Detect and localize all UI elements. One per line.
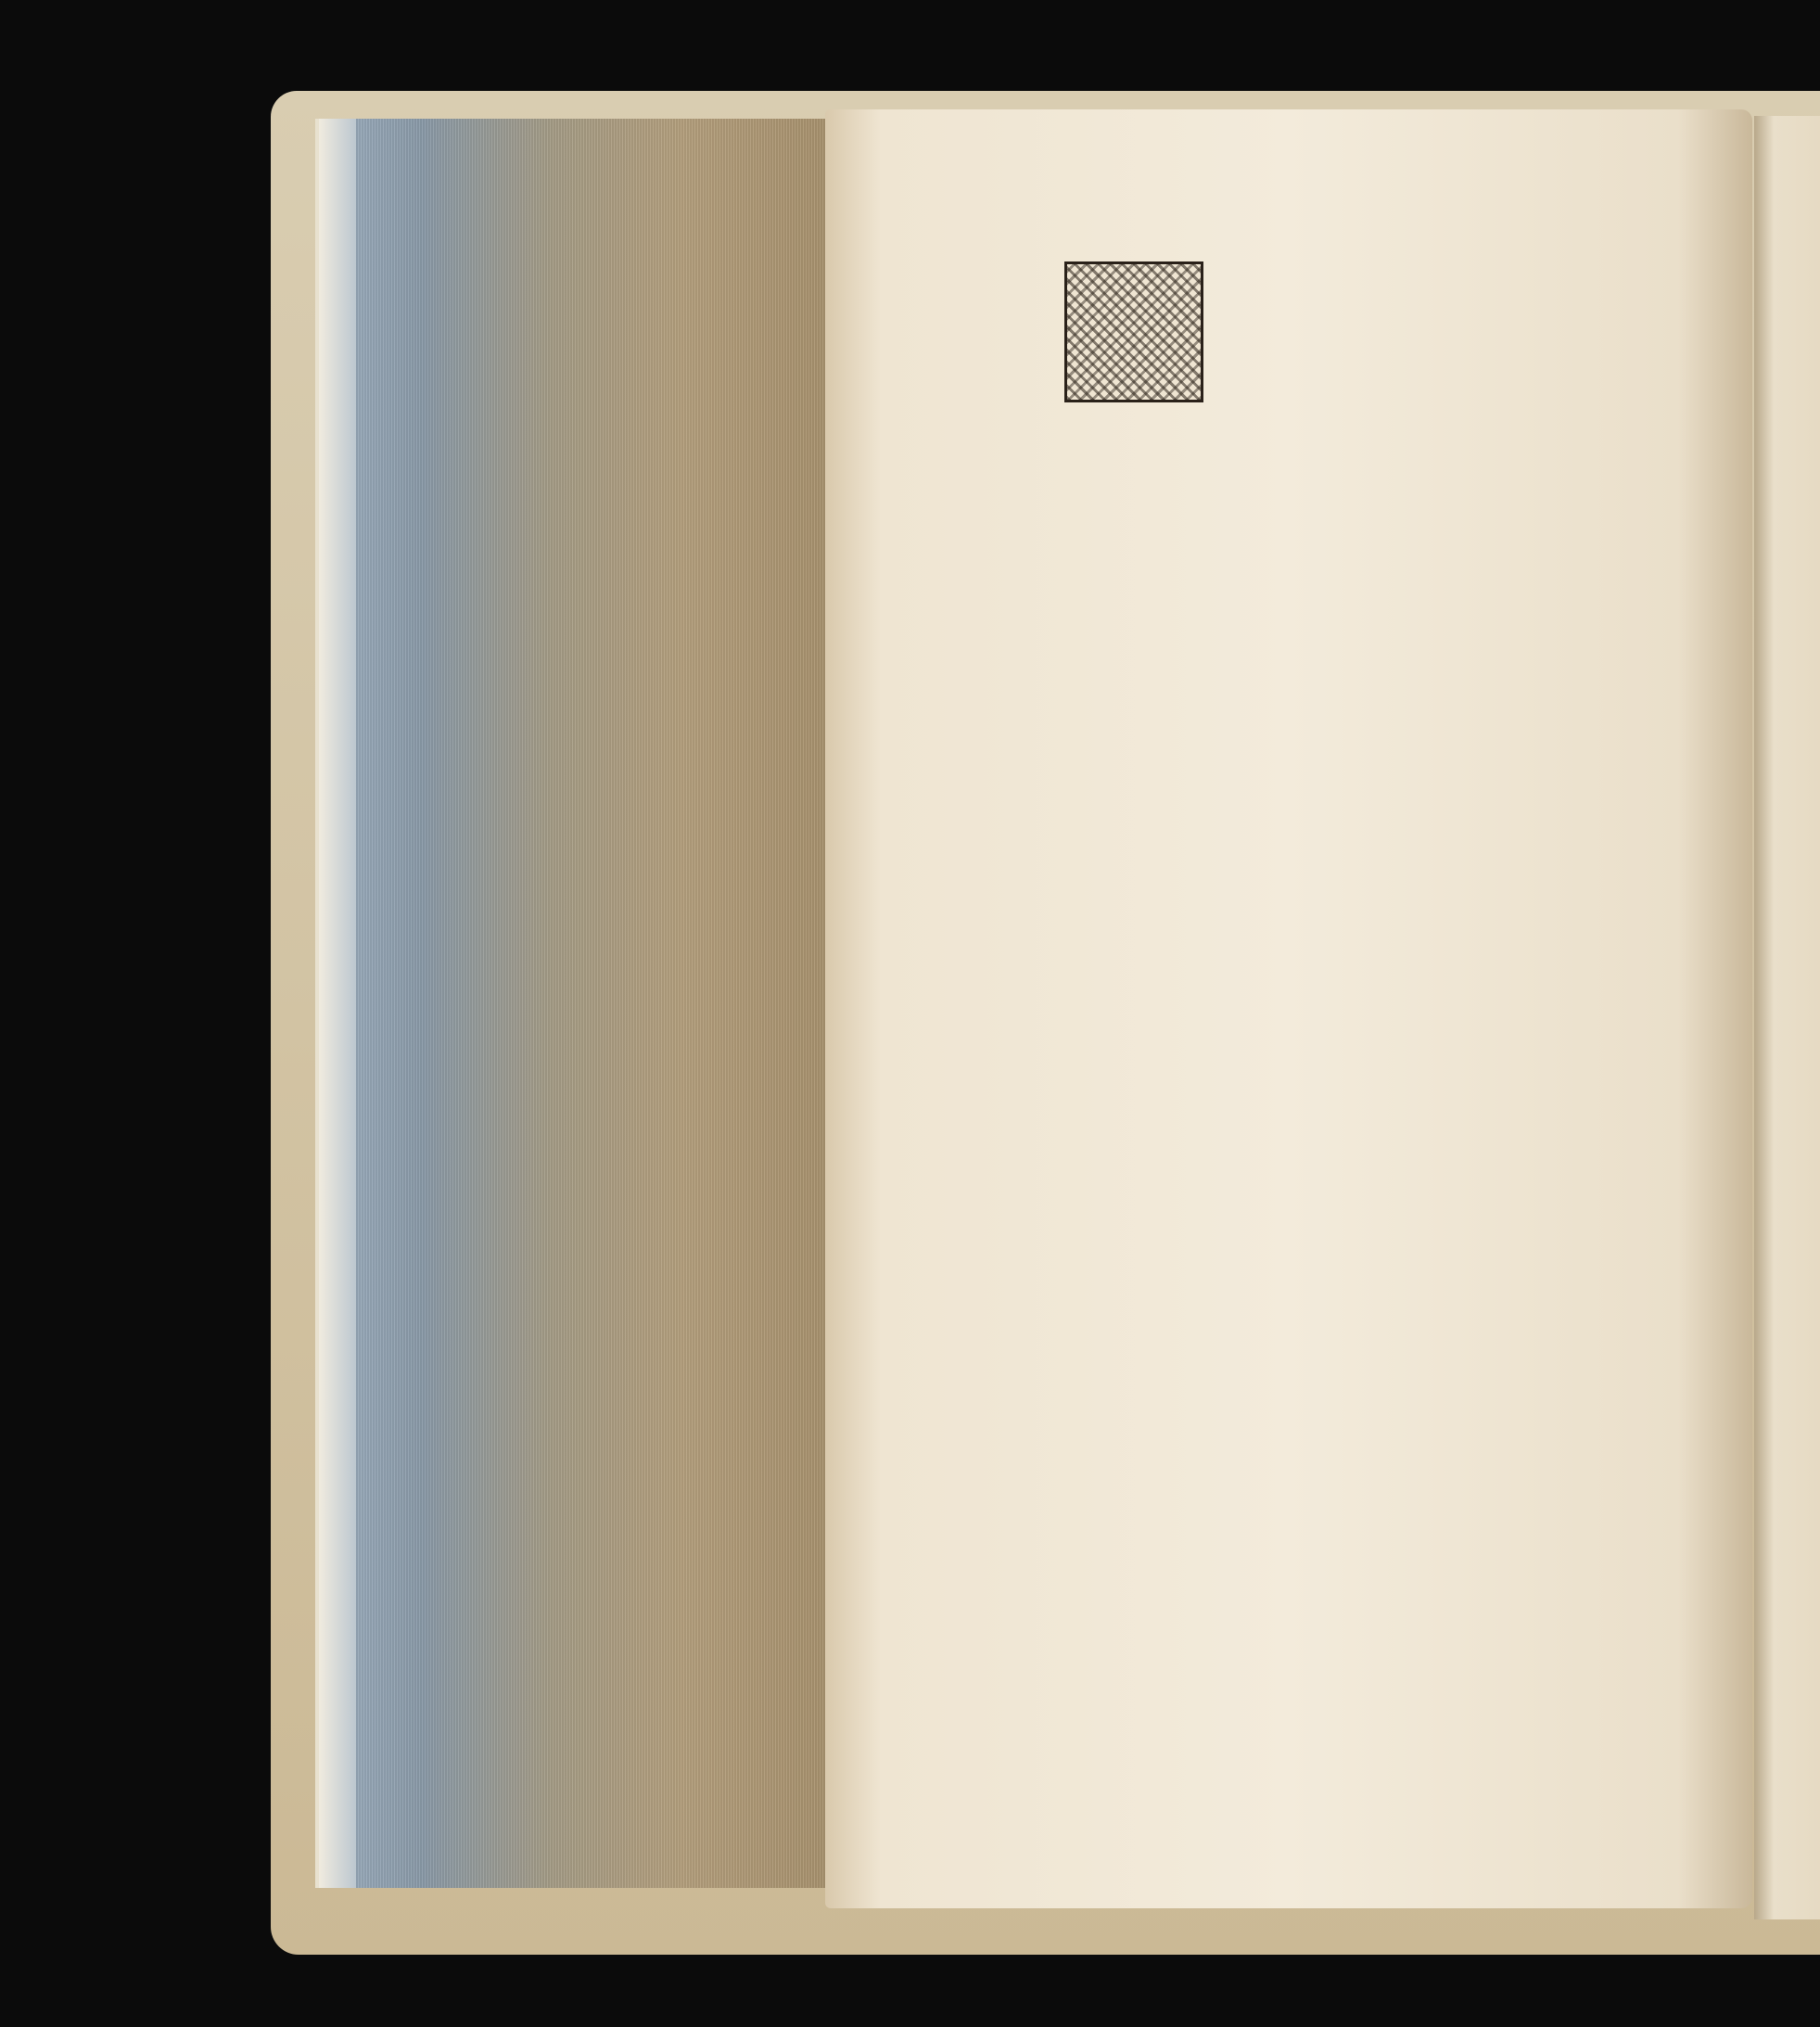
page-edges	[315, 119, 838, 1888]
page-content	[1064, 182, 1750, 256]
decorated-initial	[1064, 261, 1203, 402]
next-page-edge	[1754, 116, 1820, 1919]
running-header	[1064, 182, 1750, 234]
page-leaf	[825, 109, 1752, 1908]
